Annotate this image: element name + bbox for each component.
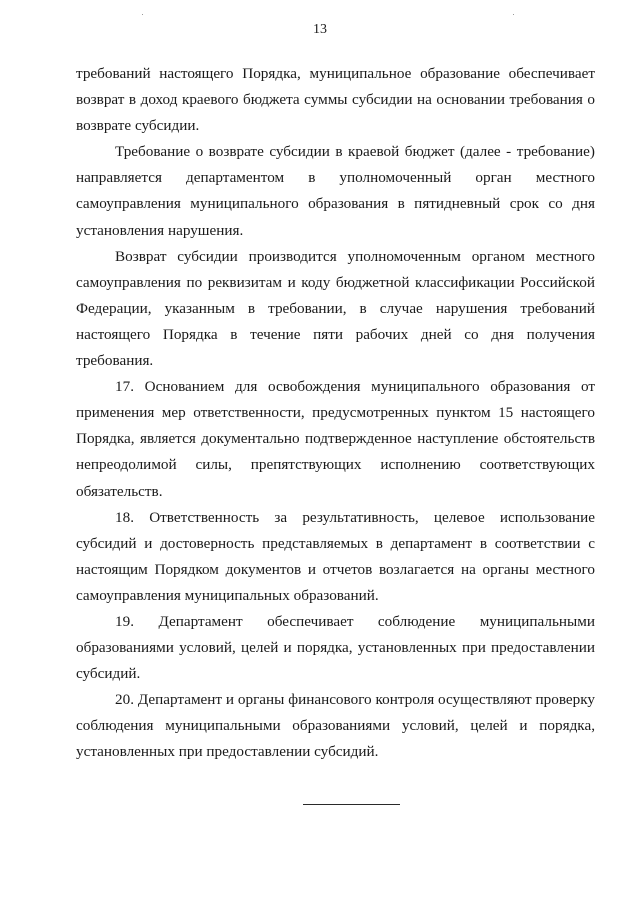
page-number: 13 [313,22,327,37]
paragraph-item-18: 18. Ответственность за результативность, целевое использование субсидий и достоверность представляемых в департамент в соответствии с настоящим Порядком документов и отчетов возлагается на органы местного самоуправления муниципальных образований. [76,508,595,604]
end-of-document-line [303,804,400,805]
paragraph-return-demand: Требование о возврате субсидии в краевой бюджет (далее - требование) направляется департаментом в уполномоченный орган местного самоуправления муниципального образования в пятидневный срок со дня установления нарушения. [76,143,595,239]
scan-speck [142,14,143,15]
paragraph-item-19: 19. Департамент обеспечивает соблюдение муниципальными образованиями условий, целей и порядка, установленных при предоставлении субсидий. [76,612,595,683]
paragraph-subsidy-return: Возврат субсидии производится уполномоченным органом местного самоуправления по реквизитам и коду бюджетной классификации Российской Федерации, указанным в требовании, в случае нарушения требований настоящего Порядка в течение пяти рабочих дней со дня получения требования. [76,247,595,370]
paragraph-item-17: 17. Основанием для освобождения муниципального образования от применения мер ответственности, предусмотренных пунктом 15 настоящего Порядка, является документально подтвержденное наступление обстоятельств непреодолимой силы, препятствующих исполнению соответствующих обязательств. [76,378,595,500]
paragraph-continuation: требований настоящего Порядка, муниципальное образование обеспечивает возврат в доход краевого бюджета суммы субсидии на основании требования о возврате субсидии. [76,65,595,135]
paragraph-item-20: 20. Департамент и органы финансового контроля осуществляют проверку соблюдения муниципальными образованиями условий, целей и порядка, установленных при предоставлении субсидий. [76,691,595,761]
scan-speck [513,14,514,15]
body-text [76,61,595,766]
